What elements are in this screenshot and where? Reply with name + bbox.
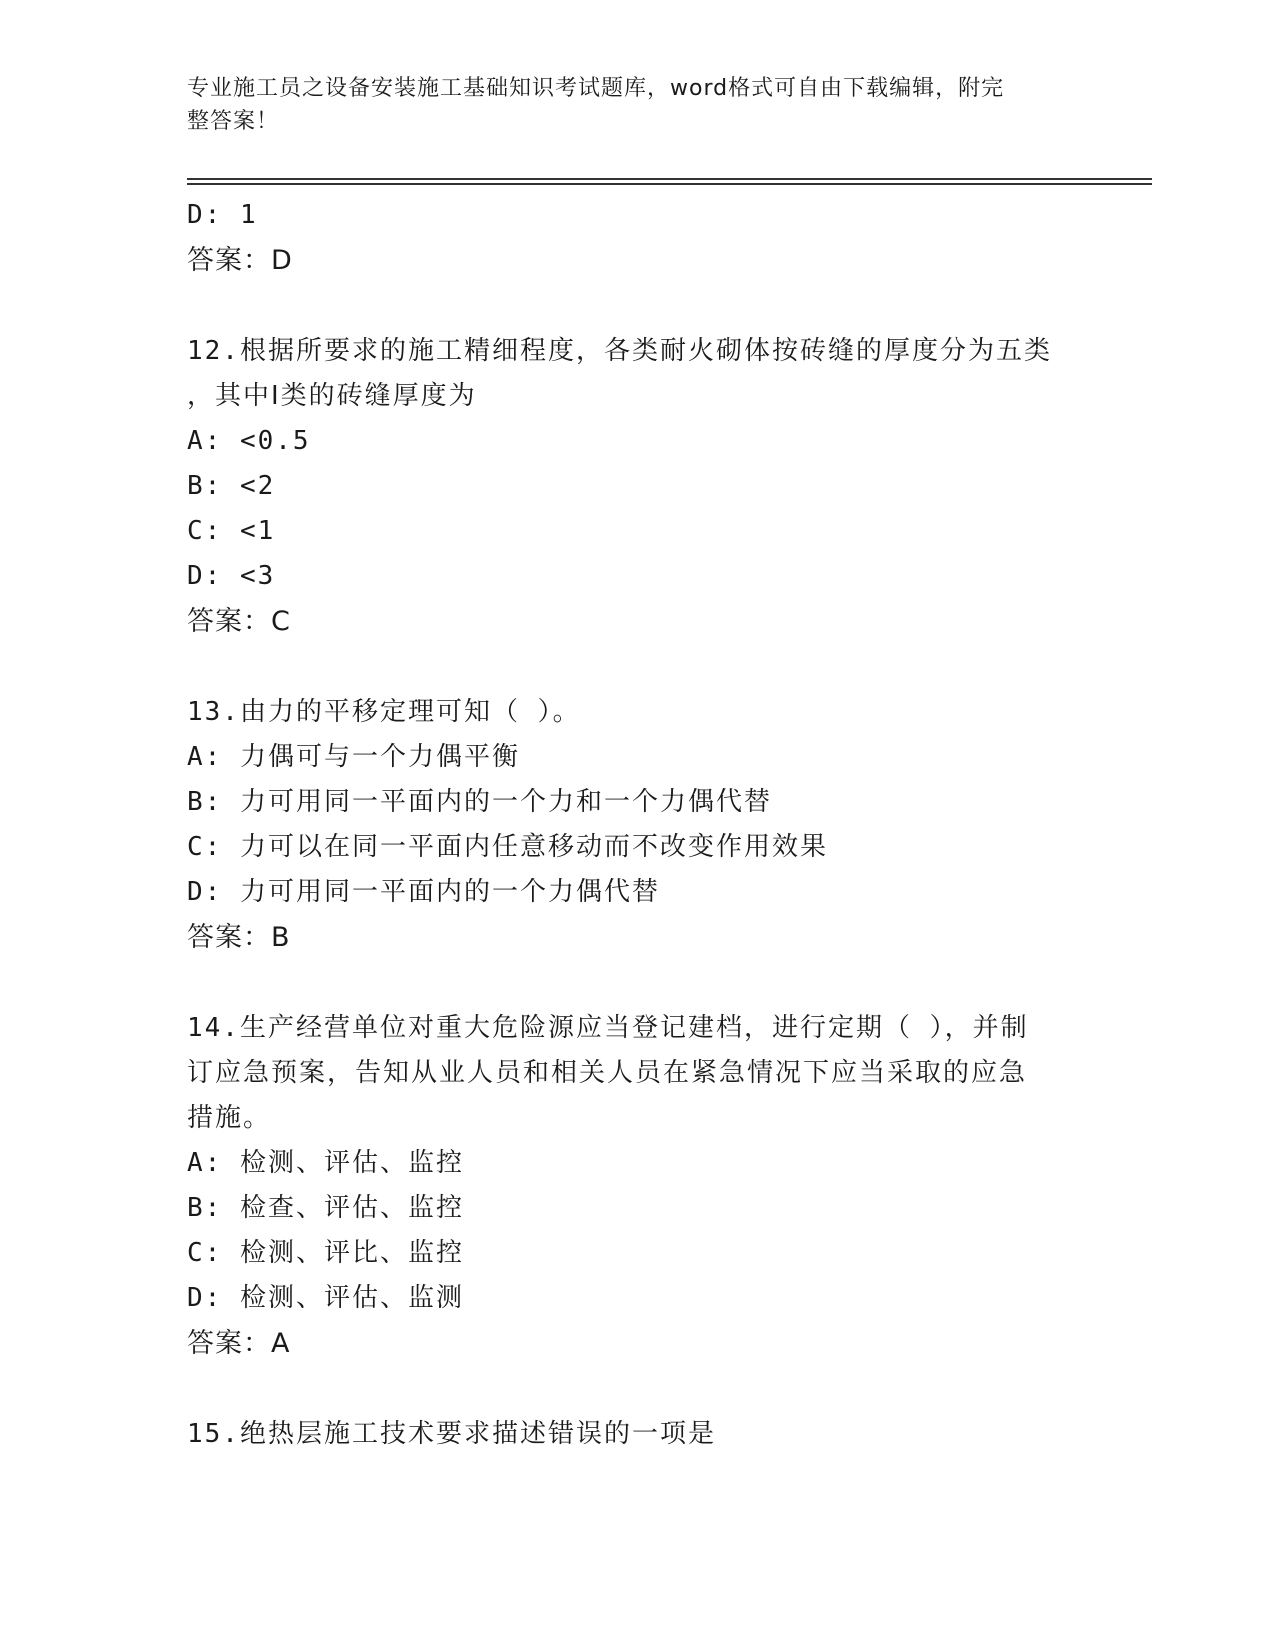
question-15 (187, 1412, 1087, 1457)
document-header (187, 72, 1067, 138)
question-text: 15.绝热层施工技术要求描述错误的一项是 (187, 1419, 716, 1449)
question-text: ，其中Ⅰ类的砖缝厚度为 (187, 381, 477, 411)
question-list (187, 193, 1087, 1457)
option-d: D: 1 (187, 200, 258, 230)
question-text: 措施。 (187, 1103, 272, 1133)
option-a: A: 力偶可与一个力偶平衡 (187, 742, 520, 772)
option-d: D: 力可用同一平面内的一个力偶代替 (187, 877, 660, 907)
option-b: B: 力可用同一平面内的一个力和一个力偶代替 (187, 787, 772, 817)
answer-line: 答案：A (187, 1328, 291, 1359)
header-line-2: 整答案！ (187, 109, 280, 134)
answer-line: 答案：B (187, 922, 291, 953)
question-text: 13.由力的平移定理可知（ ）。 (187, 697, 581, 727)
option-c: C: <1 (187, 516, 276, 546)
option-b: B: <2 (187, 471, 276, 501)
option-b: B: 检查、评估、监控 (187, 1193, 464, 1223)
answer-line: 答案：D (187, 245, 293, 276)
question-text: 14.生产经营单位对重大危险源应当登记建档，进行定期（ ），并制 (187, 1013, 1029, 1043)
option-d: D: <3 (187, 561, 276, 591)
question-12 (187, 329, 1087, 645)
option-a: A: <0.5 (187, 426, 311, 456)
option-c: C: 力可以在同一平面内任意移动而不改变作用效果 (187, 832, 828, 862)
header-rule-bottom (187, 183, 1152, 185)
header-line-1: 专业施工员之设备安装施工基础知识考试题库，word格式可自由下载编辑，附完 (187, 76, 1005, 101)
previous-question-tail (187, 193, 1087, 284)
option-c: C: 检测、评比、监控 (187, 1238, 464, 1268)
question-13 (187, 690, 1087, 961)
header-rule-top (187, 178, 1152, 180)
question-text: 12.根据所要求的施工精细程度，各类耐火砌体按砖缝的厚度分为五类 (187, 336, 1052, 366)
answer-line: 答案：C (187, 606, 291, 637)
question-text: 订应急预案，告知从业人员和相关人员在紧急情况下应当采取的应急 (187, 1058, 1028, 1088)
option-a: A: 检测、评估、监控 (187, 1148, 464, 1178)
question-14 (187, 1006, 1087, 1367)
option-d: D: 检测、评估、监测 (187, 1283, 464, 1313)
